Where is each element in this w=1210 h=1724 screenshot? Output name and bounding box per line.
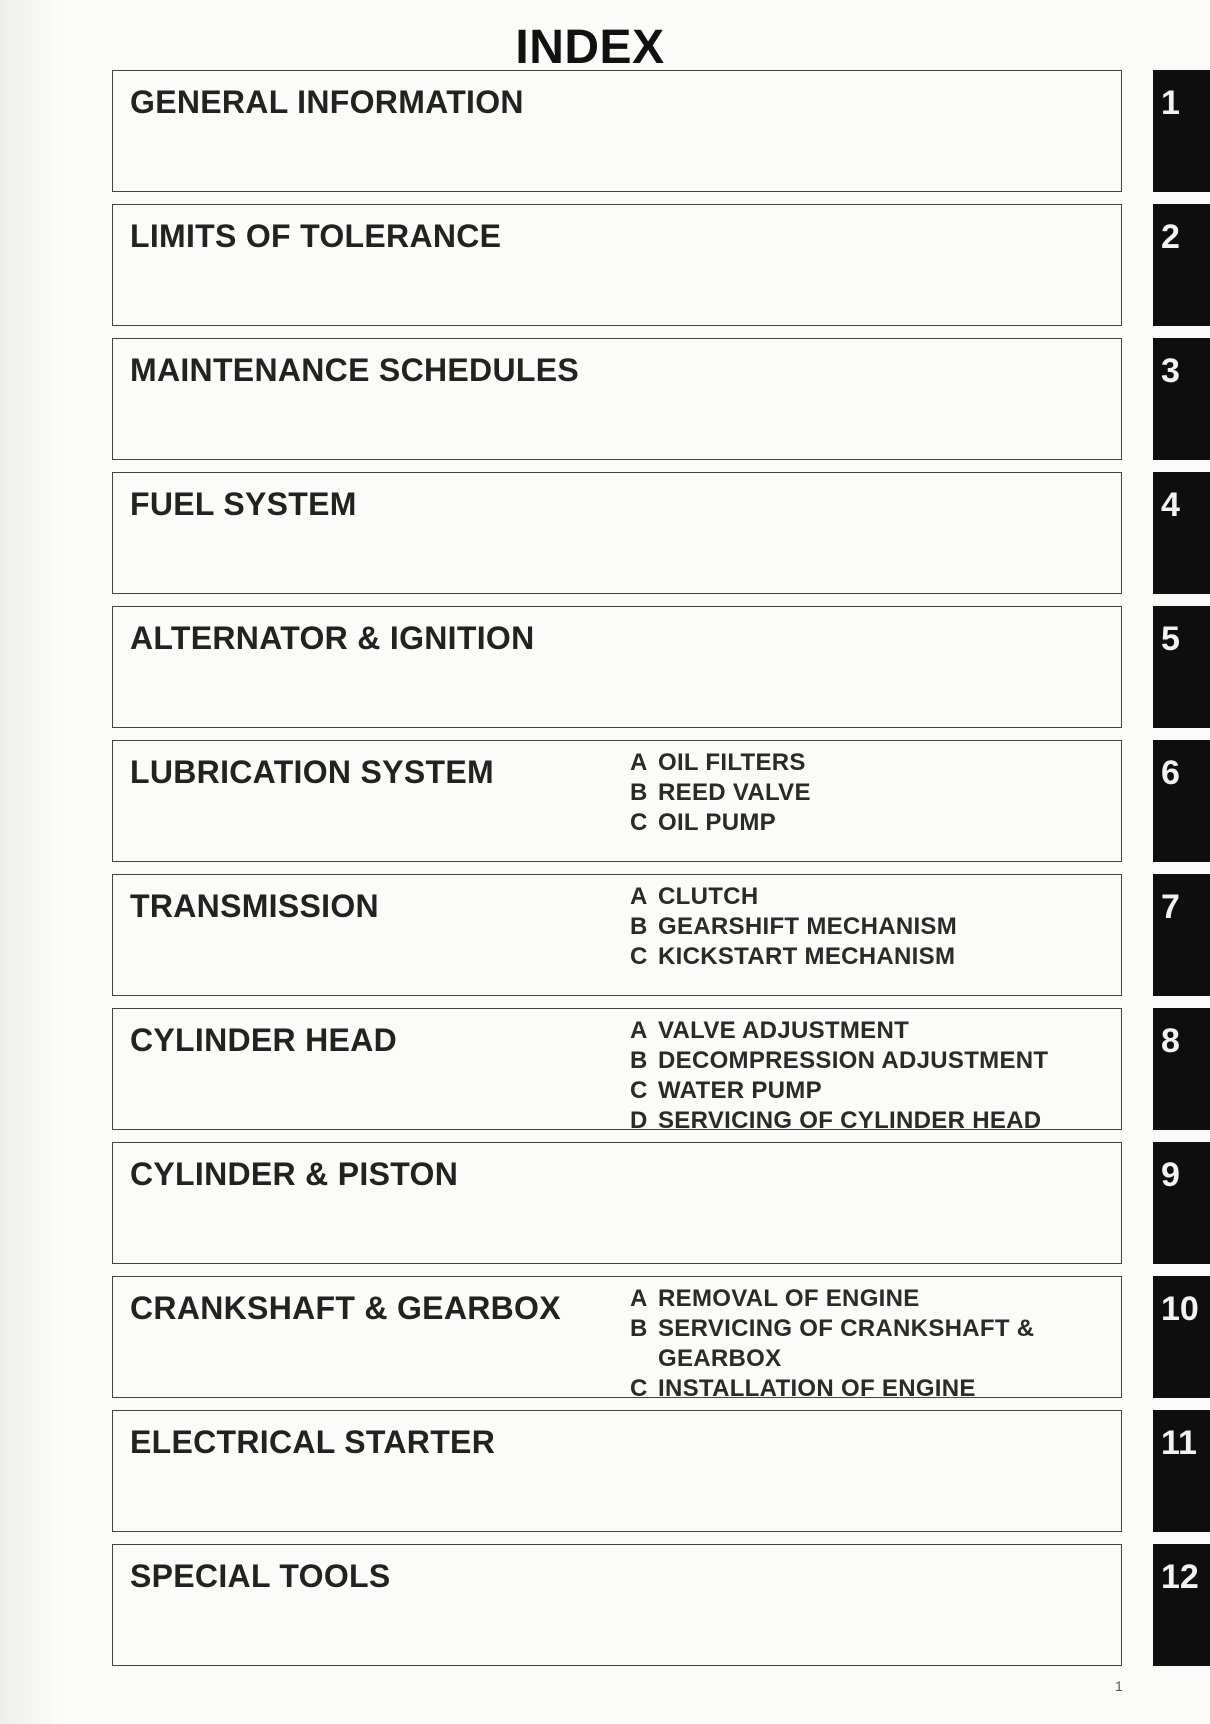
subsection-text: OIL PUMP — [658, 809, 776, 836]
subsection-text: INSTALLATION OF ENGINE — [658, 1375, 976, 1402]
chapter-tab-number: 7 — [1161, 888, 1180, 926]
index-section[interactable] — [112, 70, 1122, 192]
chapter-tab-number: 5 — [1161, 620, 1180, 658]
index-section[interactable] — [112, 204, 1122, 326]
subsection-text: SERVICING OF CRANKSHAFT & GEARBOX — [658, 1315, 1035, 1372]
index-section[interactable] — [112, 740, 1122, 862]
section-title: LIMITS OF TOLERANCE — [130, 218, 502, 254]
index-section[interactable] — [112, 1142, 1122, 1264]
subsection-letter: C — [630, 1375, 648, 1402]
subsection-list — [630, 882, 1110, 972]
section-title: CRANKSHAFT & GEARBOX — [130, 1290, 561, 1326]
section-title: FUEL SYSTEM — [130, 486, 357, 522]
section-title: TRANSMISSION — [130, 888, 379, 924]
chapter-tab[interactable] — [1153, 1410, 1210, 1532]
subsection-text: GEARSHIFT MECHANISM — [658, 913, 958, 940]
subsection-item[interactable] — [630, 1076, 1110, 1106]
subsection-letter: A — [630, 749, 648, 776]
index-section[interactable] — [112, 874, 1122, 996]
subsection-text: KICKSTART MECHANISM — [658, 943, 956, 970]
index-section[interactable] — [112, 1008, 1122, 1134]
chapter-tab-number: 12 — [1161, 1558, 1199, 1596]
subsection-letter: C — [630, 943, 648, 970]
subsection-text: REMOVAL OF ENGINE — [658, 1285, 920, 1312]
chapter-tab[interactable] — [1153, 1276, 1210, 1398]
chapter-tab[interactable] — [1153, 1544, 1210, 1666]
subsection-text: CLUTCH — [658, 883, 759, 910]
subsection-item[interactable] — [630, 1016, 1110, 1046]
subsection-item[interactable] — [630, 1314, 1110, 1374]
index-section[interactable] — [112, 472, 1122, 594]
subsection-item[interactable] — [630, 808, 1110, 838]
subsection-letter: D — [630, 1107, 648, 1134]
section-title: SPECIAL TOOLS — [130, 1558, 391, 1594]
chapter-tab[interactable] — [1153, 204, 1210, 326]
section-title: CYLINDER & PISTON — [130, 1156, 459, 1192]
subsection-list — [630, 1016, 1110, 1136]
subsection-item[interactable] — [630, 1374, 1110, 1404]
subsection-item[interactable] — [630, 778, 1110, 808]
subsection-text: WATER PUMP — [658, 1077, 822, 1104]
index-section[interactable] — [112, 606, 1122, 728]
chapter-tab-number: 6 — [1161, 754, 1180, 792]
subsection-text: DECOMPRESSION ADJUSTMENT — [658, 1047, 1049, 1074]
chapter-tab-number: 8 — [1161, 1022, 1180, 1060]
subsection-letter: B — [630, 779, 648, 806]
subsection-item[interactable] — [630, 942, 1110, 972]
index-section[interactable] — [112, 1544, 1122, 1666]
subsection-letter: A — [630, 883, 648, 910]
subsection-item[interactable] — [630, 1046, 1110, 1076]
subsection-letter: A — [630, 1017, 648, 1044]
index-section[interactable] — [112, 338, 1122, 460]
subsection-letter: C — [630, 809, 648, 836]
chapter-tab[interactable] — [1153, 338, 1210, 460]
chapter-tab[interactable] — [1153, 740, 1210, 862]
chapter-tab-number: 3 — [1161, 352, 1180, 390]
chapter-tab-number: 1 — [1161, 84, 1180, 122]
chapter-tab-number: 4 — [1161, 486, 1180, 524]
subsection-item[interactable] — [630, 1284, 1110, 1314]
chapter-tab[interactable] — [1153, 70, 1210, 192]
scan-shadow — [0, 0, 60, 1724]
section-title: CYLINDER HEAD — [130, 1022, 398, 1058]
chapter-tab-number: 10 — [1161, 1290, 1199, 1328]
chapter-tab-number: 2 — [1161, 218, 1180, 256]
chapter-tab[interactable] — [1153, 874, 1210, 996]
section-title: MAINTENANCE SCHEDULES — [130, 352, 579, 388]
section-title: LUBRICATION SYSTEM — [130, 754, 494, 790]
chapter-tab[interactable] — [1153, 472, 1210, 594]
page-number: 1 — [1115, 1678, 1123, 1694]
subsection-item[interactable] — [630, 882, 1110, 912]
subsection-text: REED VALVE — [658, 779, 811, 806]
subsection-letter: B — [630, 913, 648, 940]
page-title: INDEX — [515, 21, 665, 74]
chapter-tab[interactable] — [1153, 606, 1210, 728]
section-title: ELECTRICAL STARTER — [130, 1424, 496, 1460]
subsection-item[interactable] — [630, 1106, 1110, 1136]
chapter-tab-number: 9 — [1161, 1156, 1180, 1194]
chapter-tab[interactable] — [1153, 1008, 1210, 1130]
subsection-text: OIL FILTERS — [658, 749, 806, 776]
subsection-text: VALVE ADJUSTMENT — [658, 1017, 910, 1044]
subsection-item[interactable] — [630, 748, 1110, 778]
section-title: GENERAL INFORMATION — [130, 84, 524, 120]
chapter-tab-number: 11 — [1161, 1424, 1197, 1462]
subsection-letter: B — [630, 1047, 648, 1074]
subsection-letter: B — [630, 1315, 648, 1342]
subsection-letter: C — [630, 1077, 648, 1104]
chapter-tab[interactable] — [1153, 1142, 1210, 1264]
section-title: ALTERNATOR & IGNITION — [130, 620, 535, 656]
subsection-letter: A — [630, 1285, 648, 1312]
subsection-item[interactable] — [630, 912, 1110, 942]
index-section[interactable] — [112, 1410, 1122, 1532]
subsection-text: SERVICING OF CYLINDER HEAD — [658, 1107, 1042, 1134]
subsection-list — [630, 1284, 1110, 1404]
index-section[interactable] — [112, 1276, 1122, 1402]
subsection-list — [630, 748, 1110, 838]
